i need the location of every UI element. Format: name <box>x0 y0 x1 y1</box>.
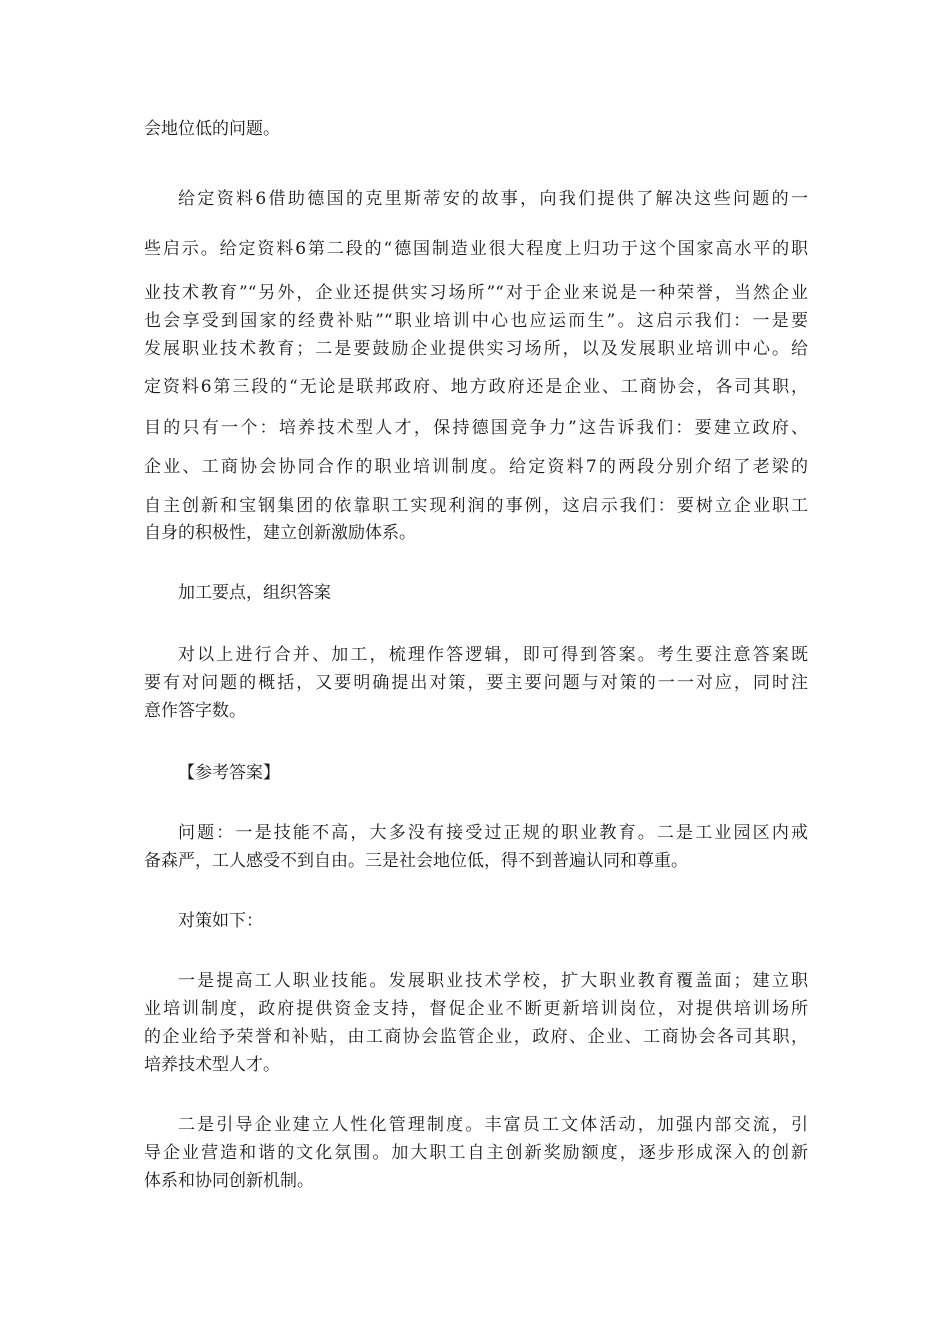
text-line: 业培训制度，政府提供资金支持，督促企业不断更新培训岗位，对提供培训场所 <box>144 999 808 1019</box>
text-line: 一是提高工人职业技能。发展职业技术学校，扩大职业教育覆盖面；建立职 <box>178 971 808 991</box>
text-line: 培养技术型人才。 <box>144 1055 280 1075</box>
text-line: 备森严，工人感受不到自由。三是社会地位低，得不到普遍认同和尊重。 <box>144 851 688 871</box>
text-line: 二是引导企业建立人性化管理制度。丰富员工文体活动，加强内部交流，引 <box>178 1115 808 1135</box>
text-line: 要有对问题的概括，又要明确提出对策，要主要问题与对策的一一对应，同时注 <box>144 673 808 693</box>
text-line: 定资料6第三段的“无论是联邦政府、地方政府还是企业、工商协会，各司其职， <box>144 377 808 397</box>
text-line: 问题：一是技能不高，大多没有接受过正规的职业教育。二是工业园区内戒 <box>178 823 808 843</box>
text-line: 会地位低的问题。 <box>144 119 280 139</box>
text-line: 对以上进行合并、加工，梳理作答逻辑，即可得到答案。考生要注意答案既 <box>178 645 808 665</box>
text-line: 也会享受到国家的经费补贴”“职业培训中心也应运而生”。这启示我们：一是要 <box>144 311 808 331</box>
text-line: 导企业营造和谐的文化氛围。加大职工自主创新奖励额度，逐步形成深入的创新 <box>144 1143 808 1163</box>
text-line: 意作答字数。 <box>144 701 246 721</box>
text-line: 体系和协同创新机制。 <box>144 1171 314 1191</box>
text-line: 的企业给予荣誉和补贴，由工商协会监管企业，政府、企业、工商协会各司其职， <box>144 1027 808 1047</box>
text-line: 些启示。给定资料6第二段的“德国制造业很大程度上归功于这个国家高水平的职 <box>144 239 808 259</box>
section-heading: 加工要点，组织答案 <box>178 583 331 603</box>
text-line: 给定资料6借助德国的克里斯蒂安的故事，向我们提供了解决这些问题的一 <box>178 189 808 209</box>
text-line: 自主创新和宝钢集团的依靠职工实现利润的事例，这启示我们：要树立企业职工 <box>144 496 808 516</box>
text-line: 对策如下： <box>178 911 263 931</box>
reference-answer-heading: 【参考答案】 <box>178 763 280 783</box>
text-line: 业技术教育”“另外，企业还提供实习场所”“对于企业来说是一种荣誉，当然企业 <box>144 283 808 303</box>
text-line: 企业、工商协会协同合作的职业培训制度。给定资料7的两段分别介绍了老梁的 <box>144 457 808 477</box>
text-line: 发展职业技术教育；二是要鼓励企业提供实习场所，以及发展职业培训中心。给 <box>144 339 808 359</box>
text-line: 自身的积极性，建立创新激励体系。 <box>144 523 416 543</box>
text-line: 目的只有一个：培养技术型人才，保持德国竞争力”这告诉我们：要建立政府、 <box>144 418 808 438</box>
